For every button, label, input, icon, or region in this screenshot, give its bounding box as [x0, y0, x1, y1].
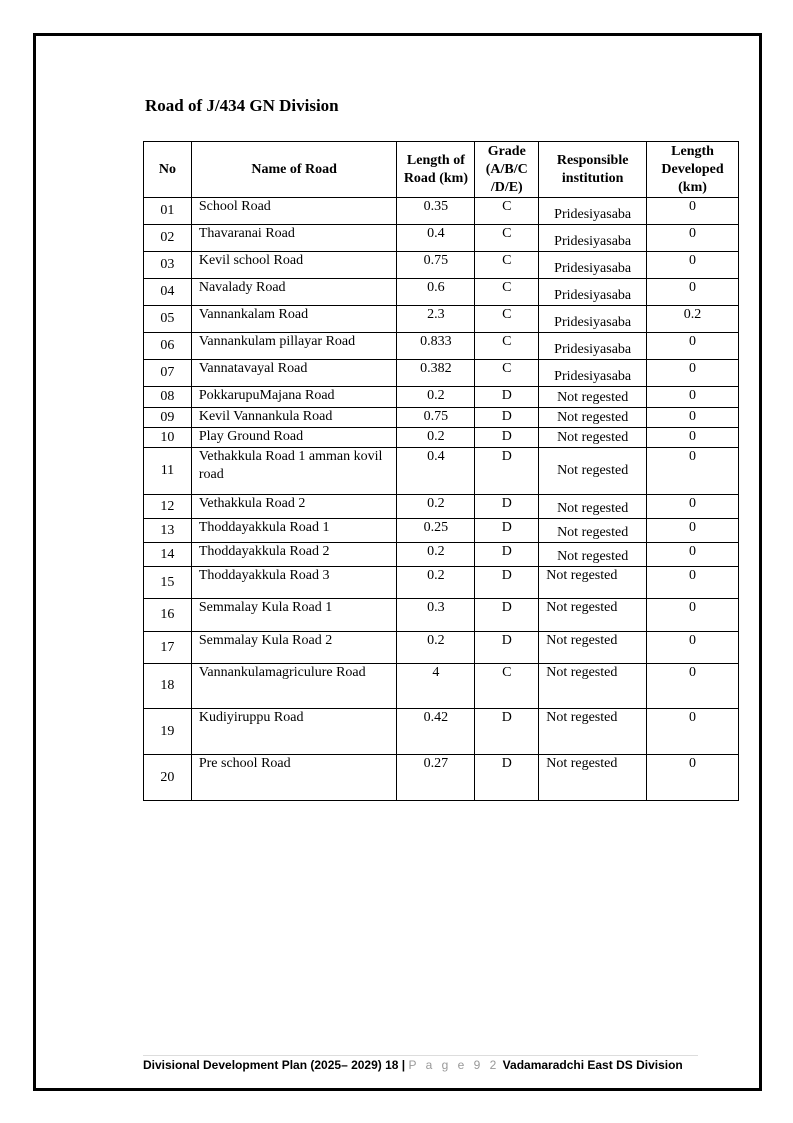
section-title: Road of J/434 GN Division — [145, 96, 339, 115]
row-grade: D — [475, 632, 539, 664]
row-length: 0.42 — [397, 709, 475, 755]
row-no: 19 — [144, 709, 192, 755]
row-developed: 0 — [647, 408, 739, 428]
row-length: 0.833 — [397, 333, 475, 360]
row-grade: D — [475, 387, 539, 408]
row-institution: Pridesiyasaba — [539, 225, 647, 252]
row-developed: 0 — [647, 252, 739, 279]
row-developed: 0 — [647, 279, 739, 306]
table-row — [144, 519, 739, 543]
row-institution: Not regested — [539, 428, 647, 448]
table-row — [144, 495, 739, 519]
row-length: 0.2 — [397, 495, 475, 519]
row-no: 03 — [144, 252, 192, 279]
row-no: 09 — [144, 408, 192, 428]
row-developed: 0 — [647, 495, 739, 519]
row-road-name: School Road — [191, 198, 397, 225]
row-developed: 0 — [647, 567, 739, 599]
row-no: 13 — [144, 519, 192, 543]
row-road-name: Thoddayakkula Road 3 — [191, 567, 397, 599]
row-grade: D — [475, 519, 539, 543]
row-grade: D — [475, 709, 539, 755]
row-institution: Not regested — [539, 387, 647, 408]
row-institution: Not regested — [539, 755, 647, 801]
row-length: 0.25 — [397, 519, 475, 543]
table-row — [144, 225, 739, 252]
row-institution: Pridesiyasaba — [539, 360, 647, 387]
row-length: 0.6 — [397, 279, 475, 306]
row-developed: 0 — [647, 225, 739, 252]
row-length: 0.27 — [397, 755, 475, 801]
row-no: 14 — [144, 543, 192, 567]
row-developed: 0 — [647, 387, 739, 408]
header-name: Name of Road — [191, 142, 397, 198]
row-length: 0.3 — [397, 599, 475, 632]
row-road-name: Pre school Road — [191, 755, 397, 801]
table-row — [144, 428, 739, 448]
row-no: 07 — [144, 360, 192, 387]
row-grade: D — [475, 448, 539, 495]
header-grade: Grade (A/B/C /D/E) — [475, 142, 539, 198]
table-row — [144, 755, 739, 801]
row-developed: 0 — [647, 428, 739, 448]
row-length: 0.2 — [397, 387, 475, 408]
row-length: 0.2 — [397, 567, 475, 599]
footer-plan-title: Divisional Development Plan (2025– 2029) 18 | — [143, 1058, 406, 1072]
row-grade: D — [475, 755, 539, 801]
row-no: 20 — [144, 755, 192, 801]
row-road-name: Semmalay Kula Road 2 — [191, 632, 397, 664]
table-row — [144, 252, 739, 279]
row-institution: Not regested — [539, 408, 647, 428]
row-length: 0.4 — [397, 448, 475, 495]
row-road-name: PokkarupuMajana Road — [191, 387, 397, 408]
row-developed: 0 — [647, 519, 739, 543]
table-row — [144, 709, 739, 755]
row-developed: 0 — [647, 632, 739, 664]
row-road-name: Semmalay Kula Road 1 — [191, 599, 397, 632]
row-road-name: Vannankalam Road — [191, 306, 397, 333]
row-no: 08 — [144, 387, 192, 408]
row-grade: D — [475, 495, 539, 519]
table-row — [144, 279, 739, 306]
row-institution: Pridesiyasaba — [539, 279, 647, 306]
table-row — [144, 333, 739, 360]
row-institution: Not regested — [539, 495, 647, 519]
row-institution: Not regested — [539, 448, 647, 495]
page-footer — [143, 1055, 698, 1072]
roads-table — [143, 141, 739, 801]
header-institution: Responsible institution — [539, 142, 647, 198]
row-grade: C — [475, 279, 539, 306]
row-grade: C — [475, 225, 539, 252]
row-no: 17 — [144, 632, 192, 664]
table-row — [144, 599, 739, 632]
row-grade: D — [475, 543, 539, 567]
table-row — [144, 664, 739, 709]
row-grade: D — [475, 599, 539, 632]
row-grade: C — [475, 360, 539, 387]
table-row — [144, 408, 739, 428]
row-institution: Not regested — [539, 632, 647, 664]
table-row — [144, 360, 739, 387]
row-grade: C — [475, 664, 539, 709]
row-road-name: Vannatavayal Road — [191, 360, 397, 387]
row-length: 0.75 — [397, 252, 475, 279]
row-developed: 0.2 — [647, 306, 739, 333]
row-length: 0.2 — [397, 632, 475, 664]
row-grade: C — [475, 333, 539, 360]
row-length: 0.382 — [397, 360, 475, 387]
row-road-name: Kudiyiruppu Road — [191, 709, 397, 755]
row-developed: 0 — [647, 360, 739, 387]
row-road-name: Vannankulam pillayar Road — [191, 333, 397, 360]
table-header-row — [144, 142, 739, 198]
row-road-name: Vannankulamagriculure Road — [191, 664, 397, 709]
row-no: 06 — [144, 333, 192, 360]
row-developed: 0 — [647, 198, 739, 225]
header-no: No — [144, 142, 192, 198]
row-no: 02 — [144, 225, 192, 252]
row-developed: 0 — [647, 448, 739, 495]
row-road-name: Thavaranai Road — [191, 225, 397, 252]
row-institution: Pridesiyasaba — [539, 306, 647, 333]
row-road-name: Kevil school Road — [191, 252, 397, 279]
row-institution: Not regested — [539, 519, 647, 543]
row-length: 0.75 — [397, 408, 475, 428]
row-road-name: Kevil Vannankula Road — [191, 408, 397, 428]
row-road-name: Vethakkula Road 2 — [191, 495, 397, 519]
row-road-name: Play Ground Road — [191, 428, 397, 448]
row-length: 0.4 — [397, 225, 475, 252]
header-length: Length of Road (km) — [397, 142, 475, 198]
row-road-name: Navalady Road — [191, 279, 397, 306]
row-developed: 0 — [647, 333, 739, 360]
row-length: 0.2 — [397, 428, 475, 448]
row-road-name: Vethakkula Road 1 amman kovil road — [191, 448, 397, 495]
row-length: 0.2 — [397, 543, 475, 567]
table-row — [144, 632, 739, 664]
row-institution: Not regested — [539, 709, 647, 755]
row-grade: D — [475, 428, 539, 448]
row-grade: D — [475, 567, 539, 599]
row-developed: 0 — [647, 709, 739, 755]
row-grade: C — [475, 252, 539, 279]
row-no: 12 — [144, 495, 192, 519]
row-institution: Not regested — [539, 599, 647, 632]
row-institution: Pridesiyasaba — [539, 198, 647, 225]
row-no: 18 — [144, 664, 192, 709]
row-grade: C — [475, 306, 539, 333]
row-developed: 0 — [647, 755, 739, 801]
table-row — [144, 567, 739, 599]
row-length: 0.35 — [397, 198, 475, 225]
row-grade: C — [475, 198, 539, 225]
row-developed: 0 — [647, 599, 739, 632]
row-length: 4 — [397, 664, 475, 709]
row-developed: 0 — [647, 664, 739, 709]
row-no: 04 — [144, 279, 192, 306]
table-row — [144, 198, 739, 225]
row-grade: D — [475, 408, 539, 428]
row-institution: Pridesiyasaba — [539, 333, 647, 360]
footer-page-number: P a g e 9 2 — [408, 1058, 500, 1072]
row-no: 15 — [144, 567, 192, 599]
row-road-name: Thoddayakkula Road 1 — [191, 519, 397, 543]
row-no: 16 — [144, 599, 192, 632]
table-row — [144, 387, 739, 408]
table-row — [144, 448, 739, 495]
row-no: 01 — [144, 198, 192, 225]
row-no: 05 — [144, 306, 192, 333]
footer-division: Vadamaradchi East DS Division — [502, 1058, 683, 1072]
table-row — [144, 306, 739, 333]
row-institution: Not regested — [539, 567, 647, 599]
row-developed: 0 — [647, 543, 739, 567]
row-no: 11 — [144, 448, 192, 495]
row-institution: Pridesiyasaba — [539, 252, 647, 279]
row-institution: Not regested — [539, 543, 647, 567]
row-institution: Not regested — [539, 664, 647, 709]
row-no: 10 — [144, 428, 192, 448]
table-row — [144, 543, 739, 567]
row-length: 2.3 — [397, 306, 475, 333]
row-road-name: Thoddayakkula Road 2 — [191, 543, 397, 567]
header-developed: Length Developed (km) — [647, 142, 739, 198]
